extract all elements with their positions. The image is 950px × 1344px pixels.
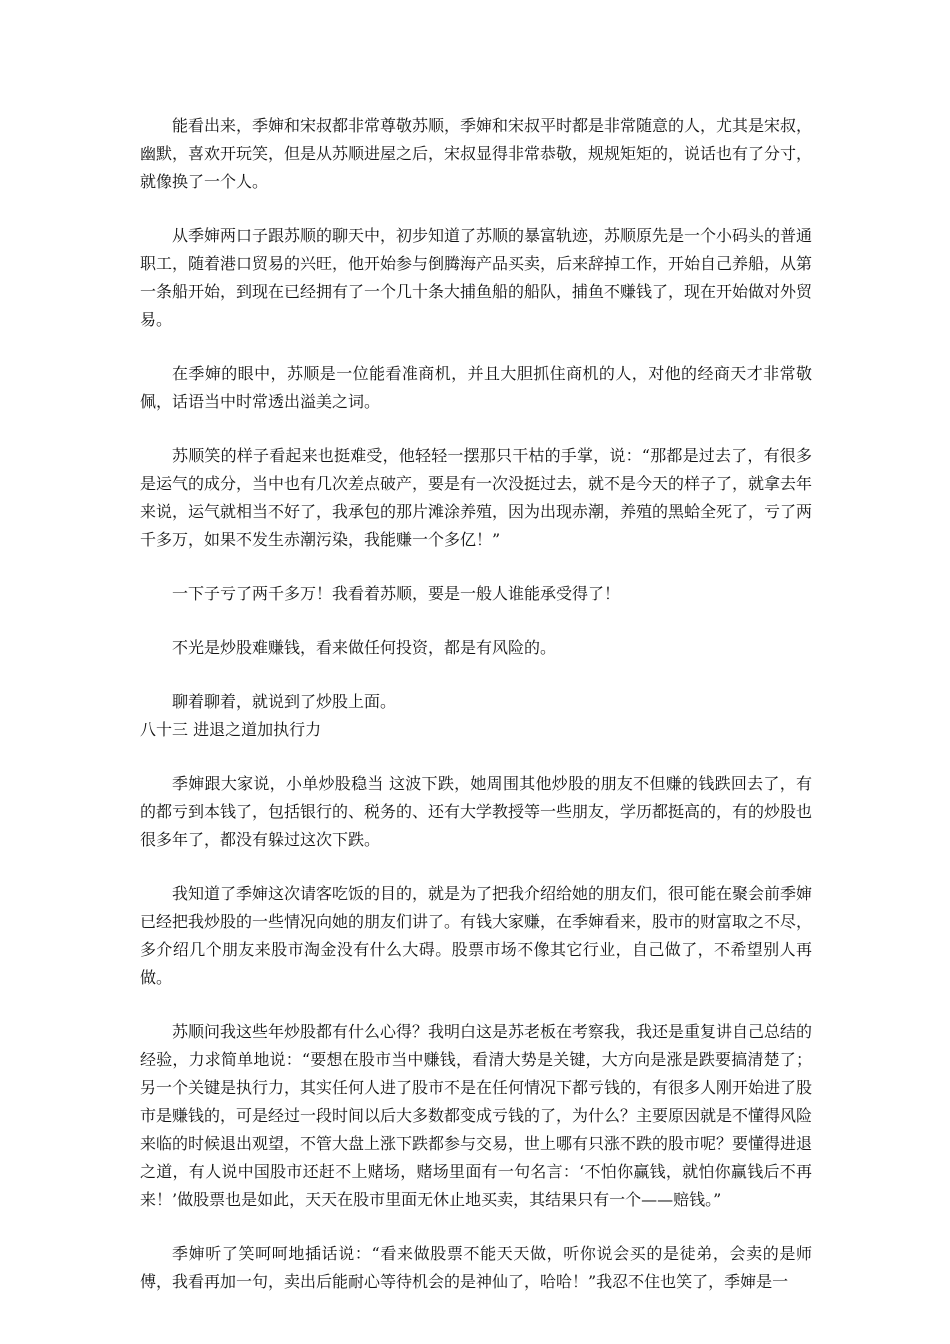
paragraph: 季婶跟大家说，小单炒股稳当 这波下跌，她周围其他炒股的朋友不但赚的钱跌回去了，有的都亏到本钱了，包括银行的、税务的、还有大学教授等一些朋友，学历都挺高的，有的炒股也很多年了，都没有躲过这次下跌。	[140, 774, 813, 849]
paragraph: 能看出来，季婶和宋叔都非常尊敬苏顺，季婶和宋叔平时都是非常随意的人，尤其是宋叔，幽默，喜欢开玩笑，但是从苏顺进屋之后，宋叔显得非常恭敬，规规矩矩的，说话也有了分寸，就像换了一个人。	[140, 116, 813, 191]
paragraph: 苏顺笑的样子看起来也挺难受，他轻轻一摆那只干枯的手掌，说：“那都是过去了，有很多是运气的成分，当中也有几次差点破产，要是有一次没挺过去，就不是今天的样子了，就拿去年来说，运气就相当不好了，我承包的那片滩涂养殖，因为出现赤潮，养殖的黑蛤全死了，亏了两千多万，如果不发生赤潮污染，我能赚一个多亿！”	[140, 446, 813, 549]
paragraph: 季婶听了笑呵呵地插话说：“看来做股票不能天天做，听你说会买的是徒弟，会卖的是师傅，我看再加一句，卖出后能耐心等待机会的是神仙了，哈哈！”我忍不住也笑了，季婶是一	[140, 1244, 812, 1291]
chapter-title: 八十三 进退之道加执行力	[140, 720, 322, 739]
paragraph: 我知道了季婶这次请客吃饭的目的，就是为了把我介绍给她的朋友们，很可能在聚会前季婶已经把我炒股的一些情况向她的朋友们讲了。有钱大家赚，在季婶看来，股市的财富取之不尽，多介绍几个朋友来股市淘金没有什么大碍。股票市场不像其它行业，自己做了，不希望别人再做。	[140, 884, 813, 987]
paragraph: 聊着聊着，就说到了炒股上面。	[172, 692, 397, 711]
paragraph: 一下子亏了两千多万！我看着苏顺，要是一般人谁能承受得了！	[172, 584, 621, 603]
paragraph: 不光是炒股难赚钱，看来做任何投资，都是有风险的。	[172, 638, 557, 657]
document-page	[140, 112, 812, 1322]
paragraph: 在季婶的眼中，苏顺是一位能看准商机，并且大胆抓住商机的人，对他的经商天才非常敬佩，话语当中时常透出溢美之词。	[140, 364, 812, 411]
paragraph: 苏顺问我这些年炒股都有什么心得？我明白这是苏老板在考察我，我还是重复讲自己总结的经验，力求简单地说：“要想在股市当中赚钱，看清大势是关键，大方向是涨是跌要搞清楚了；另一个关键是执行力，其实任何人进了股市不是在任何情况下都亏钱的，有很多人刚开始进了股市是赚钱的，可是经过一段时间以后大多数都变成亏钱的了，为什么？主要原因就是不懂得风险来临的时候退出观望，不管大盘上涨下跌都参与交易，世上哪有只涨不跌的股市呢？要懂得进退之道，有人说中国股市还赶不上赌场，赌场里面有一句名言：‘不怕你赢钱，就怕你赢钱后不再来！’做股票也是如此，天天在股市里面无休止地买卖，其结果只有一个——赔钱。”	[140, 1022, 813, 1209]
paragraph: 从季婶两口子跟苏顺的聊天中，初步知道了苏顺的暴富轨迹，苏顺原先是一个小码头的普通职工，随着港口贸易的兴旺，他开始参与倒腾海产品买卖，后来辞掉工作，开始自己养船，从第一条船开始，到现在已经拥有了一个几十条大捕鱼船的船队，捕鱼不赚钱了，现在开始做对外贸易。	[140, 226, 813, 329]
